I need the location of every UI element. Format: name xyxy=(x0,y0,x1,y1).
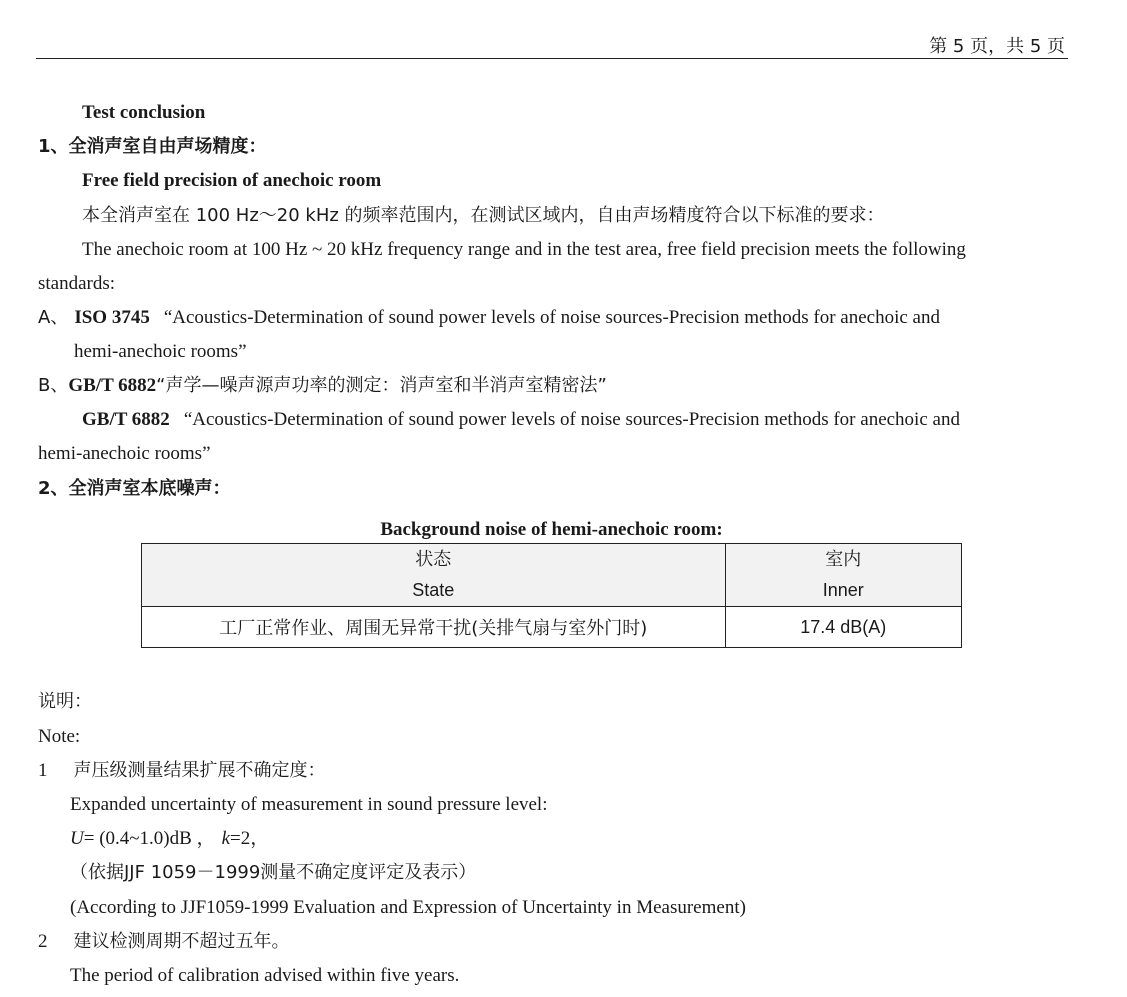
standard-a-line2: hemi-anechoic rooms” xyxy=(74,341,247,362)
header-state-cn: 状态 xyxy=(415,549,452,570)
formula-u-symbol: U xyxy=(70,828,84,849)
note1-formula xyxy=(70,827,269,851)
header-state-en: State xyxy=(412,580,455,600)
note1-reference-cn: （依据JJF 1059－1999测量不确定度评定及表示） xyxy=(70,862,477,883)
header-cell-state xyxy=(142,544,726,607)
standard-a-code: ISO 3745 xyxy=(74,307,150,328)
item1-heading: 1、全消声室自由声场精度： xyxy=(38,136,267,157)
note2-en: The period of calibration advised within five years. xyxy=(70,965,460,986)
standard-b-prefix: B、 xyxy=(38,375,69,396)
formula-range: = (0.4~1.0)dB ， xyxy=(83,828,216,849)
standard-b-code: GB/T 6882 xyxy=(68,375,157,396)
header-inner-en: Inner xyxy=(822,580,864,600)
note1-en: Expanded uncertainty of measurement in sound pressure level: xyxy=(70,794,548,815)
notes-label-cn: 说明： xyxy=(38,691,92,712)
table-header-row xyxy=(142,544,962,607)
test-conclusion-title: Test conclusion xyxy=(82,102,206,123)
page-number-info: 第 5 页，共 5 页 xyxy=(929,36,1065,57)
note2-number: 2 xyxy=(38,931,48,952)
header-cell-inner xyxy=(725,544,961,607)
item1-description-en-line1: The anechoic room at 100 Hz ~ 20 kHz frequency range and in the test area, free field precision meets the following xyxy=(82,239,966,260)
table-row xyxy=(142,607,962,648)
item1-subheading: Free field precision of anechoic room xyxy=(82,170,382,191)
formula-k-value: =2， xyxy=(230,828,270,849)
header-inner-cn: 室内 xyxy=(825,549,862,570)
note2-heading xyxy=(38,930,290,954)
note1-number: 1 xyxy=(38,760,48,781)
standard-a-prefix: A、 xyxy=(38,307,69,328)
standard-b-line-en1 xyxy=(82,408,960,432)
standard-b-line-en2: hemi-anechoic rooms” xyxy=(38,443,211,464)
standard-b-en-code: GB/T 6882 xyxy=(82,409,170,430)
standard-a-text: “Acoustics-Determination of sound power levels of noise sources-Precision methods for anechoic and xyxy=(163,307,940,328)
standard-b-en-text: “Acoustics-Determination of sound power levels of noise sources-Precision methods for anechoic and xyxy=(183,409,960,430)
header-divider xyxy=(36,58,1068,59)
background-noise-table xyxy=(141,543,962,648)
standard-b-cn-title: “声学—噪声源声功率的测定：消声室和半消声室精密法” xyxy=(156,375,607,396)
item1-description-cn: 本全消声室在 100 Hz～20 kHz 的频率范围内，在测试区域内，自由声场精度符合以下标准的要求： xyxy=(82,205,885,226)
note1-reference-en: (According to JJF1059-1999 Evaluation and Expression of Uncertainty in Measurement) xyxy=(70,897,746,918)
note2-cn: 建议检测周期不超过五年。 xyxy=(73,931,290,952)
cell-noise-value: 17.4 dB(A) xyxy=(725,607,961,648)
cell-state-condition: 工厂正常作业、周围无异常干扰(关排气扇与室外门时) xyxy=(142,607,726,648)
item2-heading: 2、全消声室本底噪声： xyxy=(38,478,231,499)
note1-heading xyxy=(38,759,326,783)
notes-label-en: Note: xyxy=(38,726,81,747)
table-title: Background noise of hemi-anechoic room: xyxy=(380,519,723,540)
standard-b-line-cn xyxy=(38,374,607,398)
note1-cn: 声压级测量结果扩展不确定度： xyxy=(73,760,326,781)
standard-a-line1 xyxy=(38,306,940,330)
item1-description-en-line2: standards: xyxy=(38,273,116,294)
formula-k-symbol: k xyxy=(221,828,230,849)
